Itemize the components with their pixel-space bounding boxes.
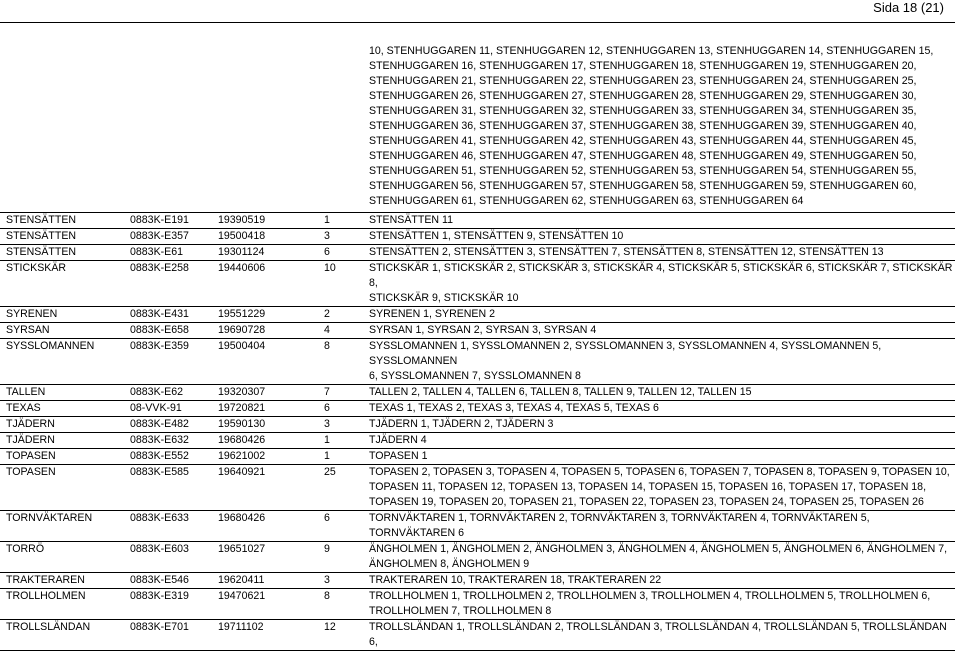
- header-rule: [0, 22, 955, 23]
- vessel-list-cell: TRAKTERAREN 10, TRAKTERAREN 18, TRAKTERAREN 22: [363, 573, 955, 589]
- table-row: [0, 323, 955, 339]
- owner-cell: TEXAS: [0, 401, 124, 417]
- owner-cell: SYRSAN: [0, 323, 124, 339]
- count-cell: [318, 44, 363, 213]
- date-cell: 19711102: [212, 620, 318, 651]
- count-cell: 2: [318, 307, 363, 323]
- date-cell: 19651027: [212, 542, 318, 573]
- vessel-list-cell: TOPASEN 2, TOPASEN 3, TOPASEN 4, TOPASEN 5, TOPASEN 6, TOPASEN 7, TOPASEN 8, TOPASEN 9, TOPASEN 10, TOPASEN 11, TOPASEN 12, TOPASEN 13, TOPASEN 14, TOPASEN 15, TOPASEN 16, TOPASEN 17, TOPASEN 18, TOPASEN 19, TOPASEN 20, TOPASEN 21, TOPASEN 22, TOPASEN 23, TOPASEN 24, TOPASEN 25, TOPASEN 26: [363, 465, 955, 511]
- count-cell: 6: [318, 401, 363, 417]
- table-row: [0, 213, 955, 229]
- count-cell: 1: [318, 433, 363, 449]
- count-cell: 4: [318, 323, 363, 339]
- date-cell: 19500418: [212, 229, 318, 245]
- count-cell: 8: [318, 589, 363, 620]
- date-cell: 19690728: [212, 323, 318, 339]
- code-cell: 08-VVK-91: [124, 401, 212, 417]
- table-row: [0, 449, 955, 465]
- count-cell: 3: [318, 229, 363, 245]
- count-cell: 25: [318, 465, 363, 511]
- date-cell: 19500404: [212, 339, 318, 385]
- table-row: [0, 511, 955, 542]
- table-row: [0, 307, 955, 323]
- owner-cell: TOPASEN: [0, 465, 124, 511]
- vessel-list-cell: STENSÄTTEN 1, STENSÄTTEN 9, STENSÄTTEN 10: [363, 229, 955, 245]
- table-row: [0, 385, 955, 401]
- register-body: [0, 44, 955, 651]
- vessel-list-cell: TJÄDERN 1, TJÄDERN 2, TJÄDERN 3: [363, 417, 955, 433]
- vessel-list-cell: TORNVÄKTAREN 1, TORNVÄKTAREN 2, TORNVÄKTAREN 3, TORNVÄKTAREN 4, TORNVÄKTAREN 5, TORNVÄKTAREN 6: [363, 511, 955, 542]
- code-cell: 0883K-E546: [124, 573, 212, 589]
- table-row: [0, 229, 955, 245]
- owner-cell: TJÄDERN: [0, 433, 124, 449]
- page-header: [0, 0, 960, 22]
- owner-cell: STICKSKÄR: [0, 261, 124, 307]
- owner-cell: TALLEN: [0, 385, 124, 401]
- code-cell: 0883K-E585: [124, 465, 212, 511]
- count-cell: 6: [318, 511, 363, 542]
- date-cell: 19390519: [212, 213, 318, 229]
- count-cell: 3: [318, 573, 363, 589]
- count-cell: 12: [318, 620, 363, 651]
- owner-cell: TOPASEN: [0, 449, 124, 465]
- date-cell: 19590130: [212, 417, 318, 433]
- vessel-list-cell: TROLLSLÄNDAN 1, TROLLSLÄNDAN 2, TROLLSLÄNDAN 3, TROLLSLÄNDAN 4, TROLLSLÄNDAN 5, TROLLSLÄNDAN 6,: [363, 620, 955, 651]
- count-cell: 1: [318, 213, 363, 229]
- code-cell: [124, 44, 212, 213]
- code-cell: 0883K-E658: [124, 323, 212, 339]
- table-row: [0, 245, 955, 261]
- count-cell: 10: [318, 261, 363, 307]
- date-cell: [212, 44, 318, 213]
- vessel-list-cell: STENSÄTTEN 11: [363, 213, 955, 229]
- count-cell: 9: [318, 542, 363, 573]
- owner-cell: SYSSLOMANNEN: [0, 339, 124, 385]
- date-cell: 19440606: [212, 261, 318, 307]
- owner-cell: STENSÄTTEN: [0, 245, 124, 261]
- table-row: [0, 465, 955, 511]
- code-cell: 0883K-E61: [124, 245, 212, 261]
- table-row-continuation: [0, 44, 955, 213]
- vessel-list-cell: TALLEN 2, TALLEN 4, TALLEN 6, TALLEN 8, TALLEN 9, TALLEN 12, TALLEN 15: [363, 385, 955, 401]
- vessel-list-cell: 10, STENHUGGAREN 11, STENHUGGAREN 12, STENHUGGAREN 13, STENHUGGAREN 14, STENHUGGAREN 15, STENHUGGAREN 16, STENHUGGAREN 17, STENHUGGAREN 18, STENHUGGAREN 19, STENHUGGAREN 20, STENHUGGAREN 21, STENHUGGAREN 22, STENHUGGAREN 23, STENHUGGAREN 24, STENHUGGAREN 25, STENHUGGAREN 26, STENHUGGAREN 27, STENHUGGAREN 28, STENHUGGAREN 29, STENHUGGAREN 30, STENHUGGAREN 31, STENHUGGAREN 32, STENHUGGAREN 33, STENHUGGAREN 34, STENHUGGAREN 35, STENHUGGAREN 36, STENHUGGAREN 37, STENHUGGAREN 38, STENHUGGAREN 39, STENHUGGAREN 40, STENHUGGAREN 41, STENHUGGAREN 42, STENHUGGAREN 43, STENHUGGAREN 44, STENHUGGAREN 45, STENHUGGAREN 46, STENHUGGAREN 47, STENHUGGAREN 48, STENHUGGAREN 49, STENHUGGAREN 50, STENHUGGAREN 51, STENHUGGAREN 52, STENHUGGAREN 53, STENHUGGAREN 54, STENHUGGAREN 55, STENHUGGAREN 56, STENHUGGAREN 57, STENHUGGAREN 58, STENHUGGAREN 59, STENHUGGAREN 60, STENHUGGAREN 61, STENHUGGAREN 62, STENHUGGAREN 63, STENHUGGAREN 64: [363, 44, 955, 213]
- table-row: [0, 339, 955, 385]
- vessel-list-cell: SYRSAN 1, SYRSAN 2, SYRSAN 3, SYRSAN 4: [363, 323, 955, 339]
- code-cell: 0883K-E62: [124, 385, 212, 401]
- table-row: [0, 261, 955, 307]
- owner-cell: TROLLSLÄNDAN: [0, 620, 124, 651]
- code-cell: 0883K-E552: [124, 449, 212, 465]
- table-row: [0, 542, 955, 573]
- count-cell: 6: [318, 245, 363, 261]
- code-cell: 0883K-E191: [124, 213, 212, 229]
- owner-cell: STENSÄTTEN: [0, 213, 124, 229]
- table-row: [0, 401, 955, 417]
- owner-cell: TROLLHOLMEN: [0, 589, 124, 620]
- date-cell: 19680426: [212, 433, 318, 449]
- vessel-list-cell: ÄNGHOLMEN 1, ÄNGHOLMEN 2, ÄNGHOLMEN 3, ÄNGHOLMEN 4, ÄNGHOLMEN 5, ÄNGHOLMEN 6, ÄNGHOLMEN 7, ÄNGHOLMEN 8, ÄNGHOLMEN 9: [363, 542, 955, 573]
- table-row: [0, 589, 955, 620]
- vessel-list-cell: TROLLHOLMEN 1, TROLLHOLMEN 2, TROLLHOLMEN 3, TROLLHOLMEN 4, TROLLHOLMEN 5, TROLLHOLMEN 6, TROLLHOLMEN 7, TROLLHOLMEN 8: [363, 589, 955, 620]
- code-cell: 0883K-E319: [124, 589, 212, 620]
- code-cell: 0883K-E431: [124, 307, 212, 323]
- owner-cell: TJÄDERN: [0, 417, 124, 433]
- count-cell: 7: [318, 385, 363, 401]
- date-cell: 19320307: [212, 385, 318, 401]
- date-cell: 19720821: [212, 401, 318, 417]
- table-row: [0, 620, 955, 651]
- table-row: [0, 417, 955, 433]
- date-cell: 19621002: [212, 449, 318, 465]
- count-cell: 3: [318, 417, 363, 433]
- owner-cell: TORRÖ: [0, 542, 124, 573]
- table-row: [0, 433, 955, 449]
- code-cell: 0883K-E357: [124, 229, 212, 245]
- code-cell: 0883K-E701: [124, 620, 212, 651]
- vessel-list-cell: TEXAS 1, TEXAS 2, TEXAS 3, TEXAS 4, TEXAS 5, TEXAS 6: [363, 401, 955, 417]
- owner-cell: TRAKTERAREN: [0, 573, 124, 589]
- date-cell: 19620411: [212, 573, 318, 589]
- code-cell: 0883K-E633: [124, 511, 212, 542]
- code-cell: 0883K-E603: [124, 542, 212, 573]
- vessel-list-cell: SYRENEN 1, SYRENEN 2: [363, 307, 955, 323]
- code-cell: 0883K-E258: [124, 261, 212, 307]
- vessel-list-cell: SYSSLOMANNEN 1, SYSSLOMANNEN 2, SYSSLOMANNEN 3, SYSSLOMANNEN 4, SYSSLOMANNEN 5, SYSSLOMANNEN 6, SYSSLOMANNEN 7, SYSSLOMANNEN 8: [363, 339, 955, 385]
- code-cell: 0883K-E359: [124, 339, 212, 385]
- vessel-list-cell: TOPASEN 1: [363, 449, 955, 465]
- date-cell: 19640921: [212, 465, 318, 511]
- date-cell: 19680426: [212, 511, 318, 542]
- date-cell: 19551229: [212, 307, 318, 323]
- owner-cell: TORNVÄKTAREN: [0, 511, 124, 542]
- register-table: [0, 44, 955, 651]
- vessel-list-cell: STENSÄTTEN 2, STENSÄTTEN 3, STENSÄTTEN 7, STENSÄTTEN 8, STENSÄTTEN 12, STENSÄTTEN 13: [363, 245, 955, 261]
- owner-cell: STENSÄTTEN: [0, 229, 124, 245]
- count-cell: 1: [318, 449, 363, 465]
- date-cell: 19301124: [212, 245, 318, 261]
- vessel-list-cell: TJÄDERN 4: [363, 433, 955, 449]
- code-cell: 0883K-E632: [124, 433, 212, 449]
- page-number: Sida 18 (21): [873, 0, 944, 15]
- owner-cell: SYRENEN: [0, 307, 124, 323]
- code-cell: 0883K-E482: [124, 417, 212, 433]
- owner-cell: [0, 44, 124, 213]
- table-row: [0, 573, 955, 589]
- date-cell: 19470621: [212, 589, 318, 620]
- vessel-list-cell: STICKSKÄR 1, STICKSKÄR 2, STICKSKÄR 3, STICKSKÄR 4, STICKSKÄR 5, STICKSKÄR 6, STICKSKÄR 7, STICKSKÄR 8, STICKSKÄR 9, STICKSKÄR 10: [363, 261, 955, 307]
- count-cell: 8: [318, 339, 363, 385]
